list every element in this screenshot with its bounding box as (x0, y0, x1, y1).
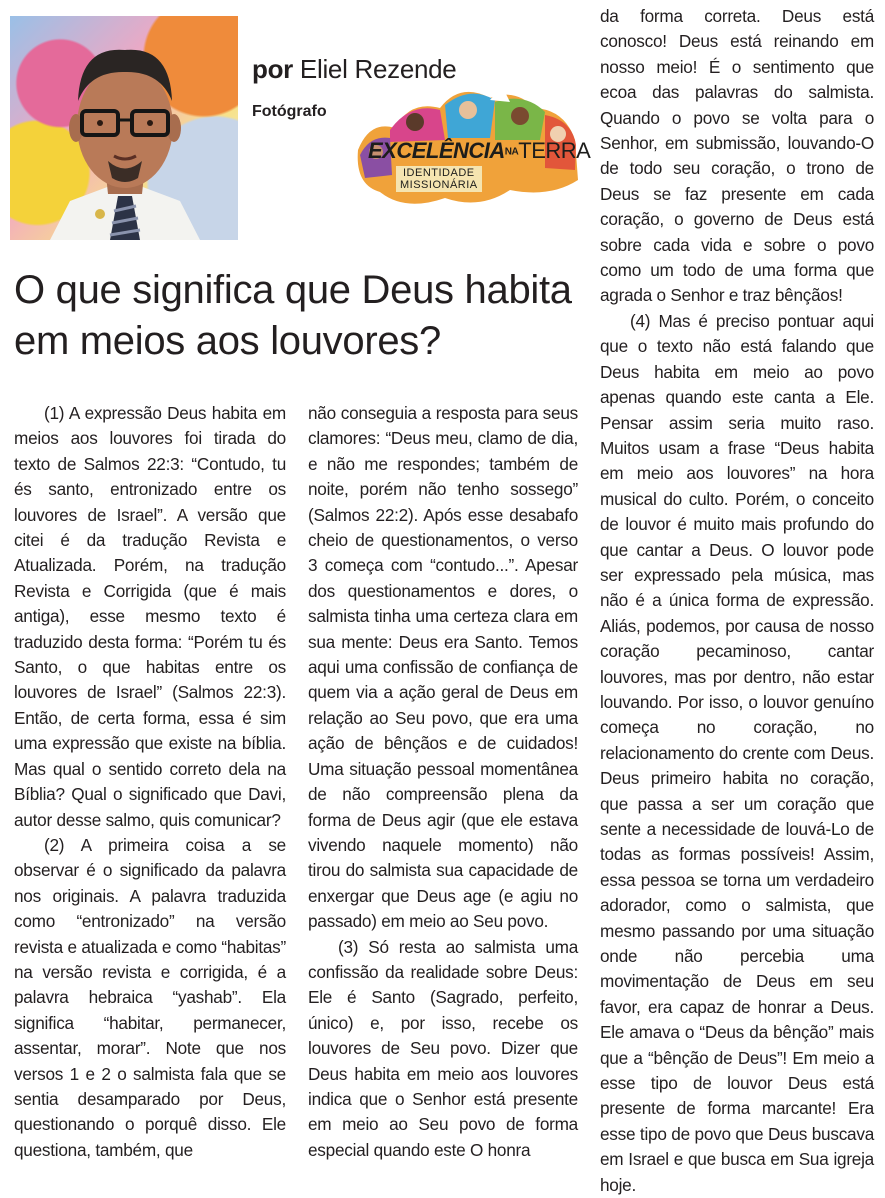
paragraph-2-continued: não conseguia a resposta para seus clamores: “Deus meu, clamo de dia, e não me respondes; também de noite, porém não tenho sossego” (Salmos 22:2). Após esse desabafo cheio de questionamentos, o verso 3 começa com “contudo...”. Apesar dos questionamentos e dores, o salmista tinha uma certeza clara em sua mente: Deus era Santo. Temos aqui uma confissão de confiança de quem via a ação geral de Deus em relação ao Seu povo, que era uma ação de bênçãos e de cuidados! Uma situação pessoal momentânea de não compreensão plena da forma de Deus agir (que ele estava vivendo naquele momento) não tirou do salmista sua capacidade de enxergar que Deus age (e agiu no passado) em meio ao Seu povo. (308, 403, 578, 932)
logo-title-main: EXCELÊNCIA (368, 138, 505, 163)
article-column-2 (308, 401, 578, 1163)
paragraph-1: (1) A expressão Deus habita em meios aos louvores foi tirada do texto de Salmos 22:3: “Contudo, tu és santo, entronizado entre os louvores de Israel”. A versão que citei é da tradução Revista e Atualizada. Porém, na tradução Revista e Corrigida (que é mais antiga), esse mesmo texto é traduzido desta forma: “Porém tu és Santo, o que habitas entre os louvores de Israel” (Salmos 22:3). Então, de certa forma, essa é sim uma expressão que existe na bíblia. Mas qual o sentido correto dela na Bíblia? Qual o significado que Davi, autor desse salmo, quis comunicar? (14, 403, 286, 830)
logo-subtitle-line2: MISSIONÁRIA (400, 179, 478, 191)
paragraph-3: (3) Só resta ao salmista uma confissão da realidade sobre Deus: Ele é Santo (Sagrado, perfeito, único) e, por isso, recebe os louvores de Seu povo. Dizer que Deus habita em meio aos louvores indica que o Senhor está presente em meio ao Seu povo de forma especial quando este O honra (308, 936, 578, 1160)
logo-subtitle (396, 166, 482, 192)
paragraph-4: (4) Mas é preciso pontuar aqui que o texto não está falando que Deus habita em meio ao povo apenas quando este canta a Ele. Pensar assim seria muito raso. Muitos usam a frase “Deus habita em meio aos louvores” na hora musical do culto. Porém, o conceito de louvor é muito mais profundo do que cantar a Deus. O louvor pode ser expressado pela música, mas não é a única forma de expressão. Aliás, podemos, por causa de nosso coração pecaminoso, cantar louvores, mas por dentro, não estar louvando. Por isso, o louvor genuíno começa no coração, no relacionamento do crente com Deus. Deus primeiro habita no coração, que passa a ser um coração que sente a necessidade de louvá-Lo de todas as formas possíveis! Assim, essa pessoa se torna um verdadeiro adorador, como o salmista, que mesmo passando por uma situação onde não percebia uma movimentação de Deus em seu favor, era capaz de honrar a Deus. Ele amava o “Deus da bênção” mais que a “bênção de Deus”! Em meio a esse tipo de louvor Deus está presente de forma marcante! Era esse tipo de povo que Deus buscava em Israel e que busca em Sua igreja hoje. (600, 310, 874, 1195)
author-name: Eliel Rezende (299, 54, 457, 84)
paragraph-3-continued: da forma correta. Deus está conosco! Deus está reinando em nosso meio! É o sentimento que ecoa das palavras do salmista. Quando o povo se volta para o Senhor, em submissão, louvando-O de todo seu coração, o trono de Deus se faz presente em cada coração, o governo de Deus está sobre cada vida e sobre o povo como um todo de uma forma que agrada o Senhor e traz bênçãos! (600, 6, 874, 306)
logo-title-na: NA (504, 146, 519, 158)
article-column-3 (600, 4, 874, 1198)
author-photo (10, 16, 238, 240)
column-logo (350, 80, 591, 215)
paragraph-2: (2) A primeira coisa a se observar é o significado da palavra nos originais. A palavra traduzida como “entronizado” na versão revista e atualizada e como “habitas” na versão revista e corrigida, é a palavra hebraica “yashab”. Ela significa “habitar, permanecer, assentar, morar”. Note que nos versos 1 e 2 o salmista fala que se sentia desamparado por Deus, questionando o porquê disso. Ele questiona, também, que (14, 834, 286, 1160)
logo-subtitle-line1: IDENTIDADE (403, 167, 475, 179)
byline-prefix: por (252, 54, 293, 84)
author-role: Fotógrafo (252, 103, 327, 120)
article-column-1 (14, 401, 286, 1163)
author-portrait-icon (10, 16, 238, 240)
logo-title (368, 138, 590, 164)
article-headline: O que significa que Deus habita em meios aos louvores? (14, 268, 572, 363)
logo-title-terra: TERRA (518, 138, 591, 163)
